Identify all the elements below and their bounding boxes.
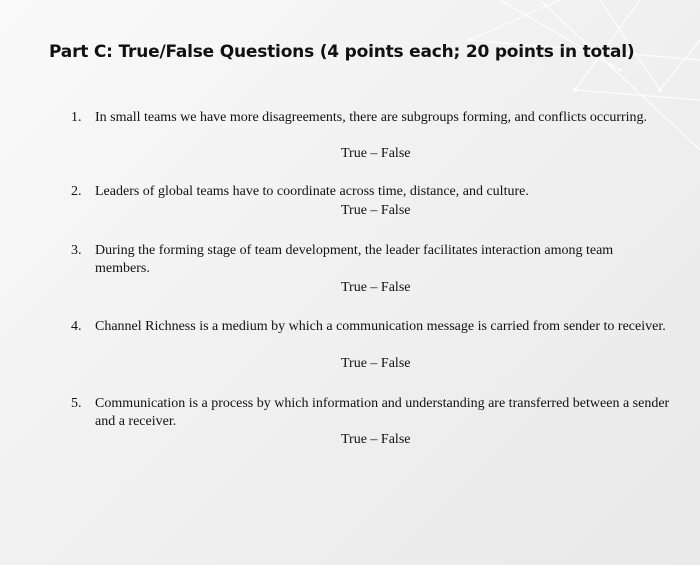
true-false-choice: True – False bbox=[341, 203, 411, 218]
page-title: Part C: True/False Questions (4 points each; 20 points in total) bbox=[49, 42, 635, 62]
question-text: In small teams we have more disagreements, there are subgroups forming, and conflicts occurring. bbox=[95, 110, 648, 125]
question-text: Communication is a process by which information and understanding are transferred between a sender and a receiver. bbox=[95, 396, 670, 429]
true-false-choice: True – False bbox=[341, 146, 411, 161]
question-number: 5. bbox=[71, 396, 82, 411]
question-number: 3. bbox=[71, 243, 82, 258]
question-text: Channel Richness is a medium by which a communication message is carried from sender to receiver. bbox=[95, 319, 666, 334]
question-number: 1. bbox=[71, 110, 82, 125]
true-false-choice: True – False bbox=[341, 432, 411, 447]
true-false-choice: True – False bbox=[341, 280, 411, 295]
question-number: 2. bbox=[71, 184, 82, 199]
question-text: Leaders of global teams have to coordinate across time, distance, and culture. bbox=[95, 184, 529, 199]
true-false-choice: True – False bbox=[341, 356, 411, 371]
question-text: During the forming stage of team development, the leader facilitates interaction among team members. bbox=[95, 243, 614, 276]
question-number: 4. bbox=[71, 319, 82, 334]
